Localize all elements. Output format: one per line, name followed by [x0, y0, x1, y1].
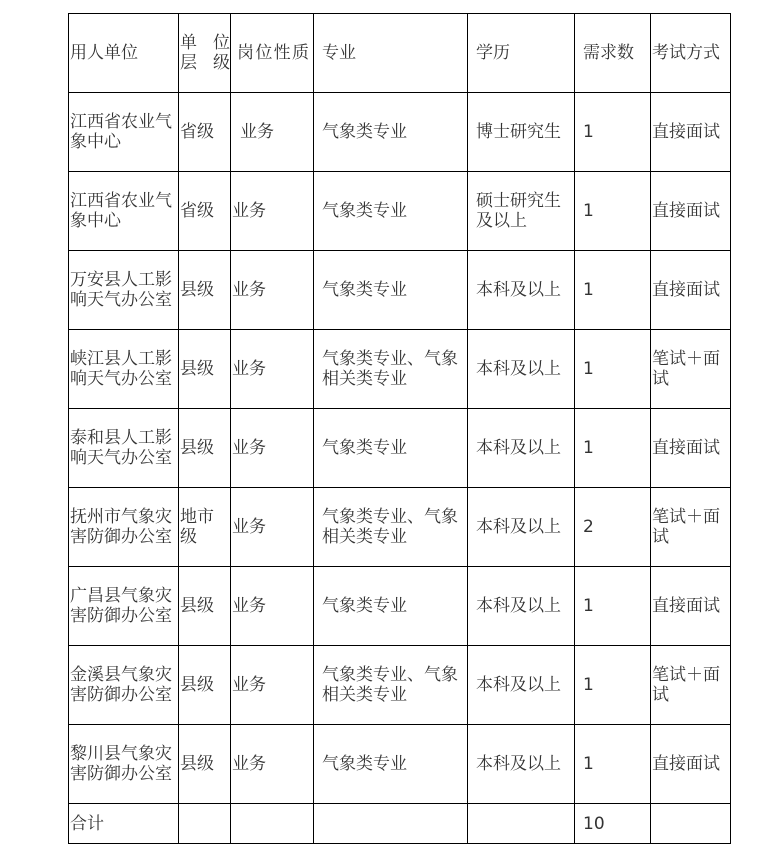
cell-post-type: 业务 [231, 93, 314, 172]
table-row [69, 488, 731, 567]
cell-major: 气象类专业、气象相关类专业 [314, 488, 468, 567]
cell-major: 气象类专业 [314, 409, 468, 488]
cell-level: 县级 [179, 330, 231, 409]
cell-employer: 抚州市气象灾害防御办公室 [69, 488, 179, 567]
header-row [69, 14, 731, 93]
cell-education: 本科及以上 [468, 646, 575, 725]
cell-post-type: 业务 [231, 725, 314, 804]
empty-cell [314, 804, 468, 844]
header-employer: 用人单位 [69, 14, 179, 93]
table-row [69, 172, 731, 251]
table-row [69, 567, 731, 646]
empty-cell [179, 804, 231, 844]
cell-major: 气象类专业 [314, 251, 468, 330]
cell-level: 县级 [179, 646, 231, 725]
cell-demand: 1 [575, 330, 651, 409]
cell-post-type: 业务 [231, 409, 314, 488]
cell-employer: 广昌县气象灾害防御办公室 [69, 567, 179, 646]
cell-major: 气象类专业、气象相关类专业 [314, 330, 468, 409]
cell-exam-method: 笔试＋面试 [651, 488, 731, 567]
empty-cell [468, 804, 575, 844]
cell-level: 县级 [179, 251, 231, 330]
cell-demand: 1 [575, 409, 651, 488]
header-major: 专业 [314, 14, 468, 93]
table-row [69, 251, 731, 330]
table-row [69, 725, 731, 804]
cell-post-type: 业务 [231, 251, 314, 330]
cell-demand: 1 [575, 725, 651, 804]
cell-employer: 泰和县人工影响天气办公室 [69, 409, 179, 488]
header-demand: 需求数 [575, 14, 651, 93]
cell-education: 本科及以上 [468, 330, 575, 409]
cell-education: 本科及以上 [468, 488, 575, 567]
cell-exam-method: 直接面试 [651, 725, 731, 804]
cell-level: 县级 [179, 567, 231, 646]
cell-employer: 黎川县气象灾害防御办公室 [69, 725, 179, 804]
cell-demand: 1 [575, 172, 651, 251]
cell-employer: 峡江县人工影响天气办公室 [69, 330, 179, 409]
cell-level: 县级 [179, 409, 231, 488]
table-row [69, 93, 731, 172]
cell-employer: 江西省农业气象中心 [69, 172, 179, 251]
cell-education: 本科及以上 [468, 725, 575, 804]
cell-level: 地市级 [179, 488, 231, 567]
cell-education: 博士研究生 [468, 93, 575, 172]
total-label: 合计 [69, 804, 179, 844]
cell-exam-method: 直接面试 [651, 93, 731, 172]
cell-demand: 1 [575, 251, 651, 330]
cell-level: 省级 [179, 172, 231, 251]
cell-employer: 万安县人工影响天气办公室 [69, 251, 179, 330]
header-exam-method: 考试方式 [651, 14, 731, 93]
cell-post-type: 业务 [231, 646, 314, 725]
cell-post-type: 业务 [231, 488, 314, 567]
cell-exam-method: 直接面试 [651, 567, 731, 646]
header-level: 单位层级 [179, 14, 231, 93]
cell-education: 本科及以上 [468, 409, 575, 488]
cell-demand: 1 [575, 646, 651, 725]
total-row [69, 804, 731, 844]
cell-exam-method: 直接面试 [651, 172, 731, 251]
recruitment-table [68, 13, 731, 844]
cell-post-type: 业务 [231, 567, 314, 646]
cell-demand: 1 [575, 567, 651, 646]
empty-cell [651, 804, 731, 844]
table-row [69, 330, 731, 409]
cell-major: 气象类专业 [314, 93, 468, 172]
total-count: 10 [575, 804, 651, 844]
cell-exam-method: 直接面试 [651, 251, 731, 330]
cell-education: 硕士研究生及以上 [468, 172, 575, 251]
header-post-type: 岗位性质 [231, 14, 314, 93]
cell-demand: 2 [575, 488, 651, 567]
empty-cell [231, 804, 314, 844]
table-row [69, 646, 731, 725]
cell-employer: 金溪县气象灾害防御办公室 [69, 646, 179, 725]
cell-exam-method: 笔试＋面试 [651, 330, 731, 409]
header-education: 学历 [468, 14, 575, 93]
cell-employer: 江西省农业气象中心 [69, 93, 179, 172]
cell-post-type: 业务 [231, 330, 314, 409]
cell-major: 气象类专业 [314, 725, 468, 804]
cell-education: 本科及以上 [468, 567, 575, 646]
cell-post-type: 业务 [231, 172, 314, 251]
cell-demand: 1 [575, 93, 651, 172]
cell-major: 气象类专业、气象相关类专业 [314, 646, 468, 725]
cell-exam-method: 直接面试 [651, 409, 731, 488]
cell-major: 气象类专业 [314, 172, 468, 251]
cell-education: 本科及以上 [468, 251, 575, 330]
cell-major: 气象类专业 [314, 567, 468, 646]
cell-level: 县级 [179, 725, 231, 804]
cell-exam-method: 笔试＋面试 [651, 646, 731, 725]
cell-level: 省级 [179, 93, 231, 172]
table-row [69, 409, 731, 488]
